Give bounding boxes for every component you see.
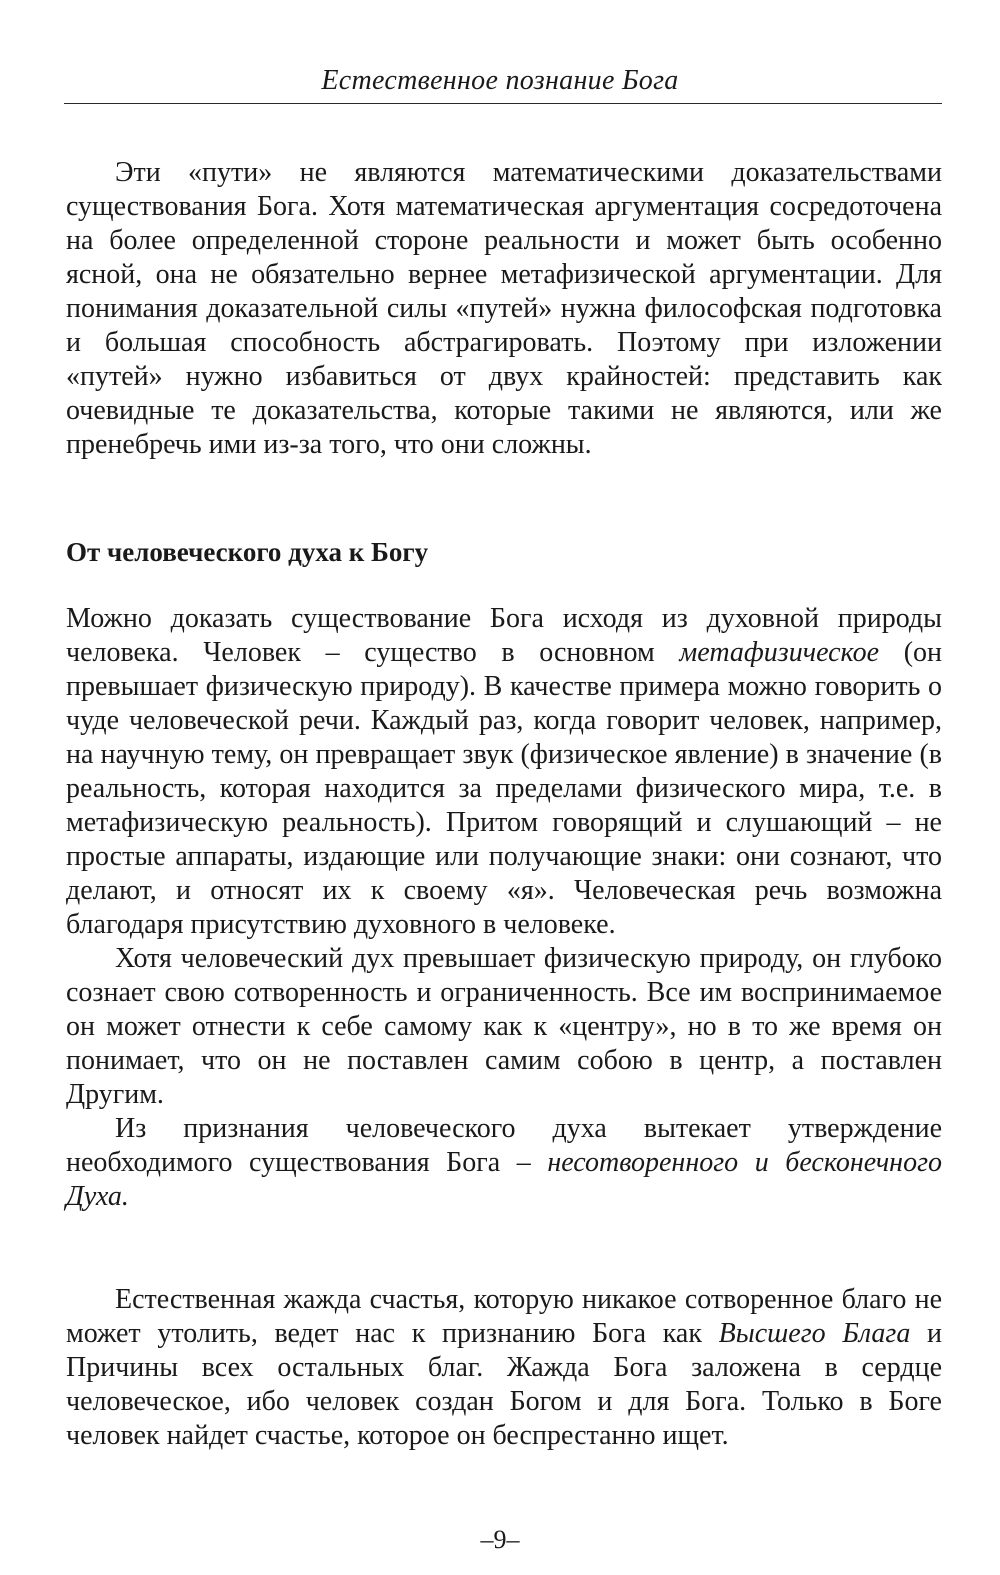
section-paragraph-1-text-b: (он превышает физическую природу). В качестве примера можно говорить о чуде человеческой речи. Каждый раз, когда говорит человек, например, на научную тему, он превращает звук (физическое явление) в значение (в реальность, которая находится за пределами физического мира, т.е. в метафизическую реальность). Притом говорящий и слушающий – не простые аппараты, издающие или получающие знаки: они сознают, что делают, и относят их к своему «я». Человеческая речь возможна благодаря присутствию духовного в человеке. [66,637,943,940]
running-title: Естественное познание Бога [321,65,679,96]
intro-paragraph: Эти «пути» не являются математическими доказательствами существования Бога. Хотя математическая аргументация сосредоточена на более определенной стороне реальности и может быть особенно ясной, она не обязательно вернее метафизической аргументации. Для понимания доказательной силы «путей» нужна философская подготовка и большая способность абстрагировать. Поэтому при изложении «путей» нужно избавиться от двух крайностей: представить как очевидные те доказательства, которые такими не являются, или же пренебречь ими из-за того, что они сложны. [66,157,942,460]
section-paragraph-1 [66,602,942,942]
section-heading: От человеческого духа к Богу [66,537,429,567]
section-paragraph-3-emphasis: несотворенного и бесконечного Духа. [66,1147,942,1212]
closing-paragraph-text-a: Естественная жажда счастья, которую никакое сотворенное благо не может утолить, ведет нас к признанию Бога как [66,1284,942,1349]
section-paragraph-2: Хотя человеческий дух превышает физическую природу, он глубоко сознает свою сотворенность и ограниченность. Все им воспринимаемое он может отнести к себе самому как к «центру», но в то же время он понимает, что он не поставлен самим собою в центр, а поставлен Другим. [66,943,942,1110]
section-paragraph-1-emphasis: метафизическое [679,637,880,668]
page-number: –9– [480,1525,520,1554]
section-body [66,602,942,1214]
section-paragraph-3 [66,1112,942,1214]
intro-block [66,156,942,462]
closing-block [66,1283,942,1453]
header-rule [64,103,942,104]
closing-paragraph-emphasis: Высшего Блага [718,1318,911,1349]
section-paragraph-3-text: Из признания человеческого духа вытекает утверждение необходимого существования Бога – [66,1113,942,1178]
section-paragraph-1-text-a: Можно доказать существование Бога исходя из духовной природы человека. Человек – существо в основном [66,603,942,668]
closing-paragraph-text-b: и Причины всех остальных благ. Жажда Бога заложена в сердце человеческое, ибо человек создан Богом и для Бога. Только в Боге человек найдет счастье, которое он беспрестанно ищет. [66,1318,943,1451]
closing-paragraph [66,1283,942,1453]
